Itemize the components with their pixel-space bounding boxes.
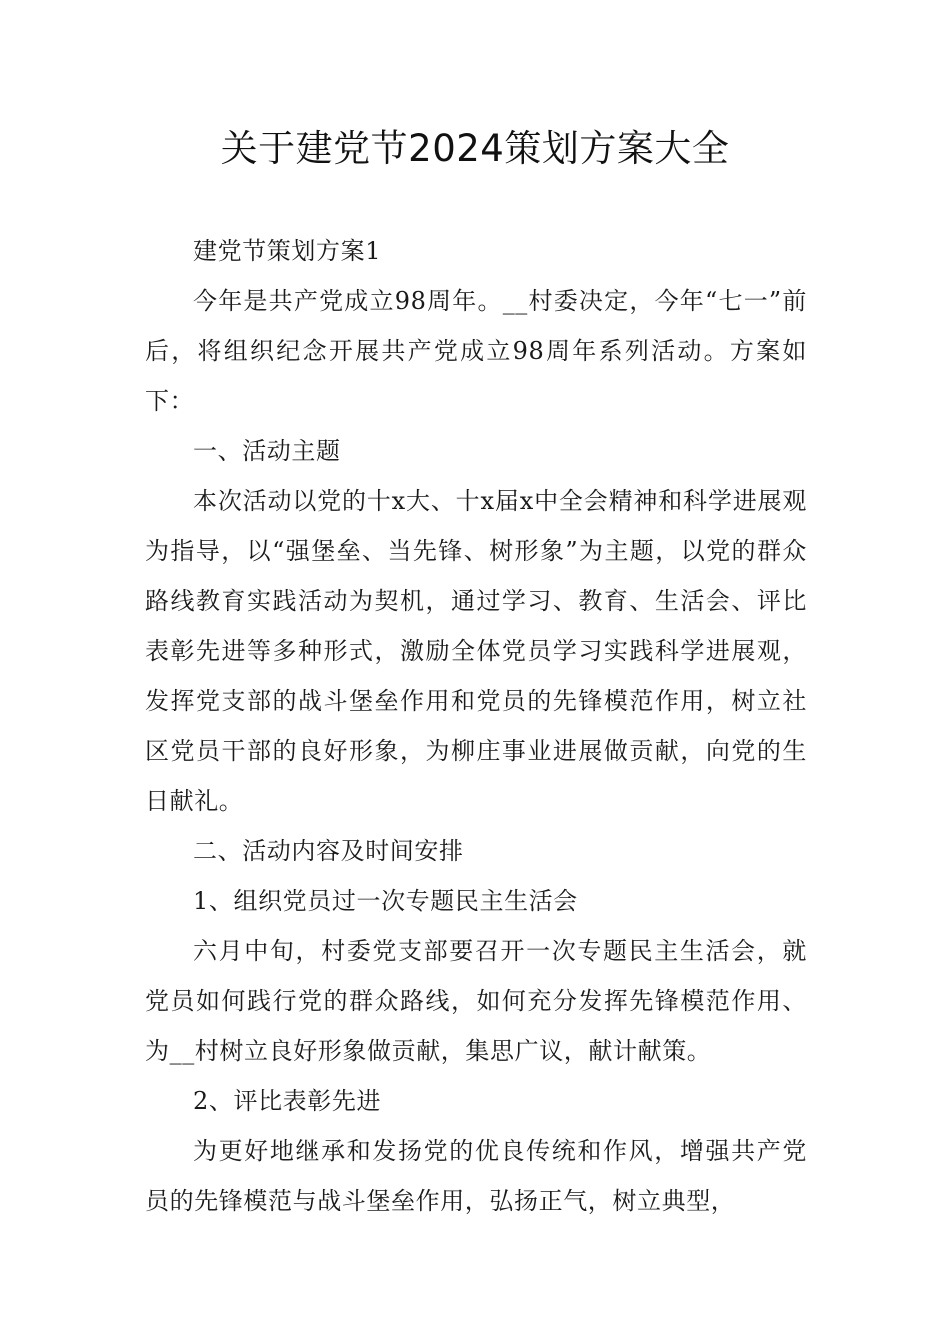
body-paragraph: 六月中旬，村委党支部要召开一次专题民主生活会，就党员如何践行党的群众路线，如何充分发挥先锋模范作用、为__村树立良好形象做贡献，集思广议，献计献策。 xyxy=(145,937,807,1065)
document-body xyxy=(145,226,807,1226)
subsection-heading: 1、组织党员过一次专题民主生活会 xyxy=(193,887,578,915)
document-title: 关于建党节2024策划方案大全 xyxy=(220,127,730,170)
section-heading: 一、活动主题 xyxy=(193,437,341,465)
section-heading: 建党节策划方案1 xyxy=(193,237,382,265)
section-heading: 二、活动内容及时间安排 xyxy=(193,837,464,865)
body-paragraph: 本次活动以党的十x大、十x届x中全会精神和科学进展观为指导，以“强堡垒、当先锋、树形象”为主题，以党的群众路线教育实践活动为契机，通过学习、教育、生活会、评比表彰先进等多种形式，激励全体党员学习实践科学进展观，发挥党支部的战斗堡垒作用和党员的先锋模范作用，树立社区党员干部的良好形象，为柳庄事业进展做贡献，向党的生日献礼。 xyxy=(145,487,807,815)
body-paragraph: 为更好地继承和发扬党的优良传统和作风，增强共产党员的先锋模范与战斗堡垒作用，弘扬正气，树立典型， xyxy=(145,1137,807,1215)
body-paragraph: 今年是共产党成立98周年。__村委决定，今年“七一”前后，将组织纪念开展共产党成立98周年系列活动。方案如下： xyxy=(145,287,807,415)
subsection-heading: 2、评比表彰先进 xyxy=(193,1087,382,1115)
